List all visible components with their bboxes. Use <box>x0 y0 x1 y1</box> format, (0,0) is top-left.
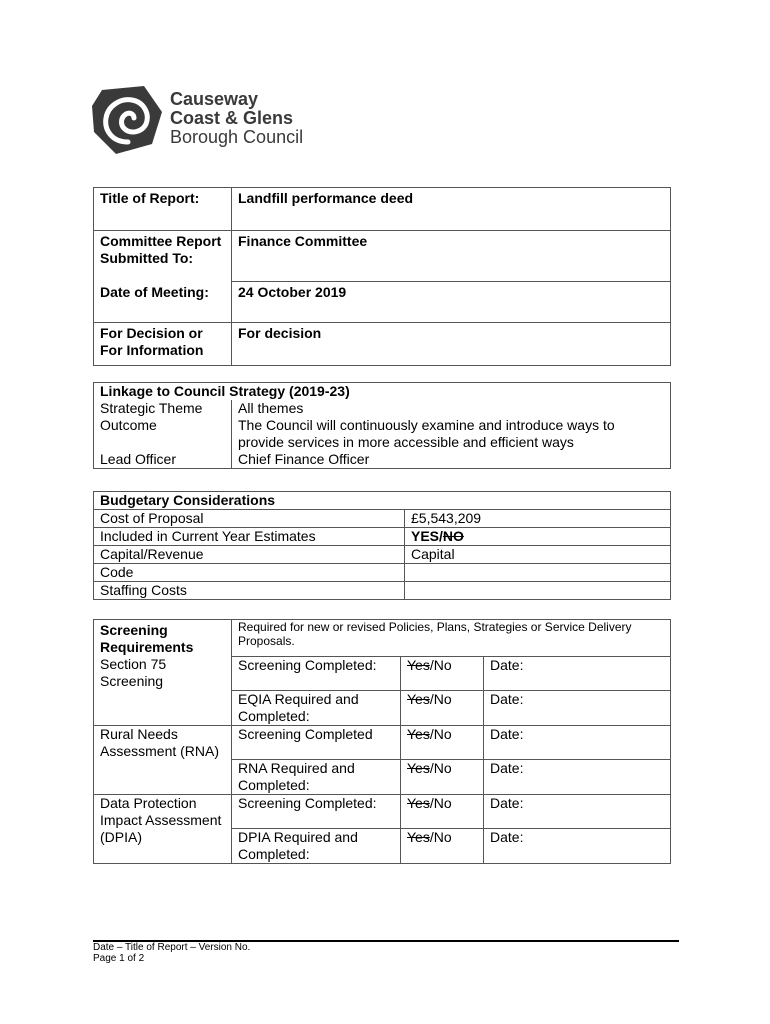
strategy-table <box>93 382 671 469</box>
section75-label: Section 75 Screening <box>94 656 232 725</box>
included-no: NO <box>442 528 464 544</box>
theme-label: Strategic Theme <box>94 400 232 417</box>
no-text: /No <box>429 725 452 742</box>
rna-screening-completed: Screening Completed <box>232 725 401 759</box>
title-value: Landfill performance deed <box>232 188 671 231</box>
s75-yes-no-2 <box>401 690 484 725</box>
officer-label: Lead Officer <box>94 451 232 469</box>
yes-strike: Yes <box>407 759 430 776</box>
no-text: /No <box>429 690 452 707</box>
yes-strike: Yes <box>407 725 430 742</box>
yes-strike: Yes <box>407 690 430 707</box>
eqia-required: EQIA Required and Completed: <box>232 690 401 725</box>
dpia-date-2: Date: <box>484 828 671 863</box>
logo-line-1: Causeway <box>170 89 259 109</box>
s75-screening-completed: Screening Completed: <box>232 656 401 690</box>
dpia-required: DPIA Required and Completed: <box>232 828 401 863</box>
outcome-label: Outcome <box>94 417 232 451</box>
code-label: Code <box>94 564 405 582</box>
budget-heading: Budgetary Considerations <box>94 492 671 510</box>
s75-yes-no-1 <box>401 656 484 690</box>
included-yes: YES/ <box>411 528 443 544</box>
report-details-table <box>93 187 671 366</box>
s75-date-2: Date: <box>484 690 671 725</box>
theme-value: All themes <box>232 400 671 417</box>
staffing-value <box>405 582 671 600</box>
strategy-heading: Linkage to Council Strategy (2019-23) <box>94 383 671 401</box>
logo-line-3: Borough Council <box>170 127 304 147</box>
decision-value: For decision <box>232 323 671 366</box>
outcome-value: The Council will continuously examine and introduce ways to provide services in more accessible and efficient ways <box>232 417 671 451</box>
code-value <box>405 564 671 582</box>
screening-table <box>93 619 671 864</box>
committee-value: Finance Committee <box>232 231 671 282</box>
included-label: Included in Current Year Estimates <box>94 528 405 546</box>
date-label: Date of Meeting: <box>94 282 232 323</box>
title-label: Title of Report: <box>94 188 232 231</box>
date-value: 24 October 2019 <box>232 282 671 323</box>
rna-required: RNA Required and Completed: <box>232 759 401 794</box>
logo-line-2: Coast & Glens <box>170 108 294 128</box>
yes-strike: Yes <box>407 828 430 845</box>
budget-table <box>93 491 671 600</box>
dpia-screening-completed: Screening Completed: <box>232 794 401 828</box>
caprev-value: Capital <box>405 546 671 564</box>
decision-label: For Decision or For Information <box>94 323 232 366</box>
no-text: /No <box>429 794 452 811</box>
rna-date-1: Date: <box>484 725 671 759</box>
officer-value: Chief Finance Officer <box>232 451 671 469</box>
staffing-label: Staffing Costs <box>94 582 405 600</box>
dpia-yes-no-1 <box>401 794 484 828</box>
s75-date-1: Date: <box>484 656 671 690</box>
included-value <box>405 528 671 546</box>
spiral-logo-icon <box>92 86 164 154</box>
committee-label: Committee Report Submitted To: <box>94 231 232 282</box>
rna-yes-no-1 <box>401 725 484 759</box>
footer-line-2: Page 1 of 2 <box>93 953 145 964</box>
caprev-label: Capital/Revenue <box>94 546 405 564</box>
dpia-label: Data Protection Impact Assessment (DPIA) <box>94 794 232 863</box>
footer-line-1: Date – Title of Report – Version No. <box>93 942 251 953</box>
council-logo <box>92 86 322 156</box>
screening-note: Required for new or revised Policies, Plans, Strategies or Service Delivery Proposals. <box>232 620 671 657</box>
no-text: /No <box>429 828 452 845</box>
rna-label: Rural Needs Assessment (RNA) <box>94 725 232 794</box>
cost-label: Cost of Proposal <box>94 510 405 528</box>
dpia-yes-no-2 <box>401 828 484 863</box>
no-text: /No <box>429 656 452 673</box>
cost-value: £5,543,209 <box>405 510 671 528</box>
screening-heading: Screening Requirements <box>94 620 232 657</box>
no-text: /No <box>429 759 452 776</box>
yes-strike: Yes <box>407 794 430 811</box>
yes-strike: Yes <box>407 656 430 673</box>
dpia-date-1: Date: <box>484 794 671 828</box>
rna-yes-no-2 <box>401 759 484 794</box>
page-footer <box>93 942 250 964</box>
rna-date-2: Date: <box>484 759 671 794</box>
